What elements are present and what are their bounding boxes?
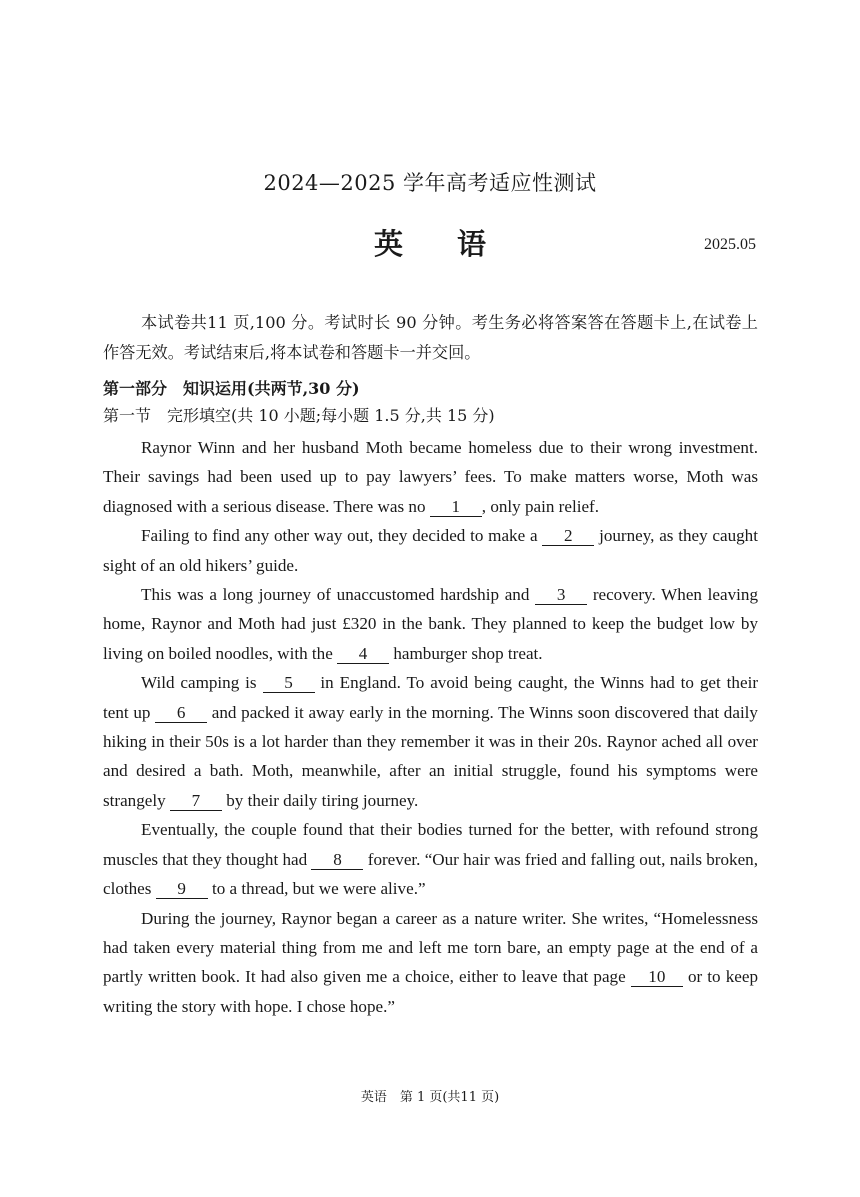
passage-text: This was a long journey of unaccustomed hardship and [141, 585, 536, 605]
passage-paragraph [103, 521, 758, 580]
passage-text: and packed it away early in the morning. The Winns soon discovered that daily hiking in their 50s is a lot harder than they remember it was in their 20s. Raynor ached all over and desired a bath. Moth, meanwhile, after an initial struggle, found his symptoms were strangely [103, 702, 758, 810]
passage-paragraph [103, 668, 758, 815]
cloze-blank: 2 [542, 527, 594, 546]
passage-paragraph [103, 433, 758, 521]
passage-text: or to keep writing the story with hope. I chose hope.” [103, 967, 758, 1016]
passage-paragraph [103, 904, 758, 1022]
subject-title: 英语 [373, 227, 540, 261]
passage-text: to a thread, but we were alive.” [207, 879, 426, 899]
exam-instructions: 本试卷共11 页,100 分。考试时长 90 分钟。考生务必将答案答在答题卡上,在试卷上作答无效。考试结束后,将本试卷和答题卡一并交回。 [103, 313, 758, 362]
cloze-blank: 10 [631, 968, 683, 987]
exam-date: 2025.05 [704, 236, 756, 253]
passage-text: , only pain relief. [481, 496, 600, 516]
cloze-passage [103, 433, 758, 1021]
passage-text: in England. To avoid being caught, the Winns had to get their tent up [103, 673, 759, 722]
passage-paragraph [103, 815, 758, 903]
cloze-blank: 3 [535, 586, 587, 605]
passage-text: Raynor Winn and her husband Moth became homeless due to their wrong investment. Their savings had been used up to pay lawyers’ fees. To make matters worse, Moth was diagnosed with a serious disease. There was no [103, 438, 758, 516]
section-heading: 第一节 完形填空(共 10 小题;每小题 1.5 分,共 15 分) [103, 406, 495, 425]
passage-text: Eventually, the couple found that their bodies turned for the better, with refound strong muscles that they thought had [103, 820, 758, 869]
passage-paragraph [103, 580, 758, 668]
passage-text: Wild camping is [141, 673, 263, 693]
subject-row [0, 222, 860, 268]
cloze-blank: 9 [156, 880, 208, 899]
cloze-blank: 6 [155, 704, 207, 723]
cloze-blank: 1 [430, 498, 482, 517]
passage-text: hamburger shop treat. [389, 643, 543, 663]
passage-text: Failing to find any other way out, they decided to make a [141, 526, 543, 546]
passage-text: journey, as they caught sight of an old hikers’ guide. [103, 526, 758, 575]
cloze-blank: 8 [311, 851, 363, 870]
cloze-blank: 7 [170, 792, 222, 811]
passage-text: forever. “Our hair was fried and falling out, nails broken, clothes [103, 849, 759, 899]
passage-text: by their daily tiring journey. [221, 790, 419, 810]
exam-title: 2024—2025 学年高考适应性测试 [263, 171, 597, 195]
part-heading: 第一部分 知识运用(共两节,30 分) [103, 379, 360, 398]
passage-text: recovery. When leaving home, Raynor and Moth had just £320 in the bank. They planned to keep the budget low by living on boiled noodles, with the [103, 585, 758, 663]
passage-text: During the journey, Raynor began a career as a nature writer. She writes, “Homelessness had taken every material thing from me and left me torn bare, an empty page at the end of a partly written book. It had also given me a choice, either to leave that page [103, 908, 758, 987]
page-footer: 英语 第 1 页(共11 页) [360, 1090, 500, 1105]
cloze-blank: 4 [337, 645, 389, 664]
cloze-blank: 5 [263, 674, 315, 693]
